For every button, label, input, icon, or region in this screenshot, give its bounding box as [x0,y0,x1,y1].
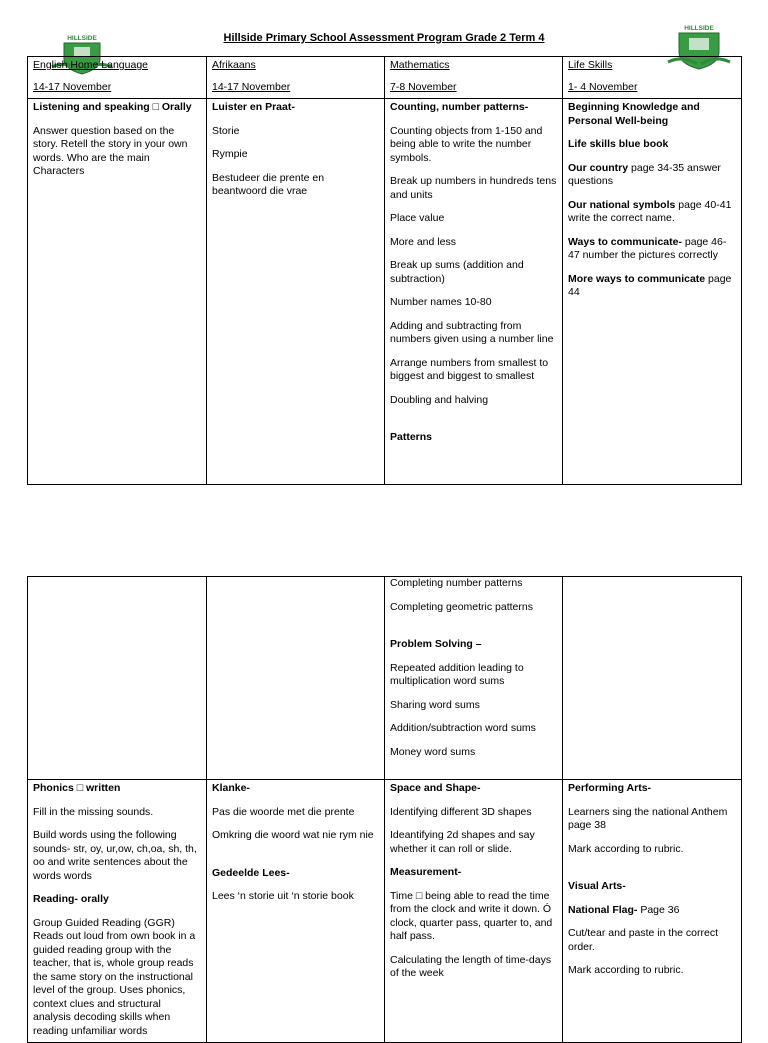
assessment-table-part-1 [27,56,742,485]
item-rest: page 44 [568,272,732,298]
logo-text-right: HILLSIDE [684,25,714,32]
list-item: Mark according to rubric. [568,964,684,976]
list-item: Place value [390,212,445,224]
list-item: Ideantifying 2d shapes and say whether it can roll or slide. [390,829,535,855]
list-item [568,199,736,226]
list-item: More and less [390,235,456,248]
list-item: Break up sums (addition and subtraction) [390,259,524,285]
list-item: Storie [212,124,240,137]
list-item: Adding and subtracting from numbers given using a number line [390,319,554,345]
afrikaans-luister-heading: Luister en Praat- [212,101,295,113]
afrikaans-reading-heading: Gedeelde Lees- [212,866,290,879]
list-item: Sharing word sums [390,698,480,711]
list-item: Time □ being able to read the time from the clock and write it down. Ó clock, quarter pass, quarter to, and half pass. [390,889,553,942]
lifeskills-empty-cell [563,577,742,780]
header-maths [385,57,563,99]
list-item: Doubling and halving [390,393,489,406]
english-reading-heading: Reading- orally [33,893,109,905]
dates-afrikaans: 14-17 November [212,80,291,93]
maths-patterns-heading: Patterns [390,431,433,443]
item-bold: Ways to communicate- [568,235,682,248]
list-item: Build words using the following sounds- str, oy, ur,ow, ch,oa, sh, th, oo and write sentences about the words words [33,829,197,882]
list-item: Identifying different 3D shapes [390,805,532,818]
list-item: Learners sing the national Anthem page 38 [568,805,728,831]
item-rest: page 46-47 number the pictures correctly [568,235,727,261]
list-item: Cut/tear and paste in the correct order. [568,927,718,953]
lifeskills-book: Life skills blue book [568,138,669,150]
list-item: Money word sums [390,745,476,758]
item-bold: More ways to communicate [568,272,706,285]
maths-problem-heading: Problem Solving – [390,638,482,650]
dates-maths: 7-8 November [390,80,457,93]
dates-english: 14-17 November [33,80,112,93]
item-bold: Our national symbols [568,198,676,211]
flag-rest: Page 36 [637,903,680,916]
afrikaans-reading-text: Lees ‘n storie uit ‘n storie book [212,890,354,902]
maths-counting-heading: Counting, number patterns- [390,101,529,113]
header-row [28,57,742,99]
lifeskills-knowledge-heading: Beginning Knowledge and Personal Well-being [568,101,700,127]
dates-lifeskills: 1- 4 November [568,80,638,93]
list-item: Bestudeer die prente en beantwoord die vrae [212,171,325,197]
lifeskills-arts-cell [563,780,742,1043]
maths-space-cell [385,780,563,1043]
english-empty-cell [28,577,207,780]
list-item: Repeated addition leading to multiplication word sums [390,661,524,687]
english-reading-text: Group Guided Reading (GGR) Reads out loud from own book in a guided reading group with the teacher, that is, whole group reads the same story on the instructional level of the group. Uses phonics, context clues and structural analysis decoding skills when reading unfamiliar words [33,916,196,1037]
subject-lifeskills: Life Skills [568,59,613,71]
list-item: Fill in the missing sounds. [33,805,154,818]
list-item: Break up numbers in hundreds tens and units [390,175,557,201]
logo-text-left: HILLSIDE [67,35,97,42]
english-phonics-cell [28,780,207,1043]
lifeskills-knowledge-cell [563,99,742,485]
header-afrikaans [207,57,385,99]
header-lifeskills [563,57,742,99]
maths-measurement-heading: Measurement- [390,866,462,878]
item-bold: Our country [568,161,629,174]
list-item: Arrange numbers from smallest to biggest and biggest to smallest [390,356,549,382]
afrikaans-empty-cell [207,577,385,780]
item-rest: page 40-41 write the correct name. [568,198,732,224]
list-item [568,236,736,263]
list-item: Addition/subtraction word sums [390,722,536,734]
list-item: Counting objects from 1-150 and being able to write the number symbols. [390,124,543,164]
list-item [568,904,736,918]
afrikaans-luister-cell [207,99,385,485]
list-item [568,273,736,300]
list-item: Mark according to rubric. [568,842,684,855]
subject-maths: Mathematics [390,59,450,71]
maths-counting-cell [385,99,563,485]
item-rest: page 34-35 answer questions [568,161,721,187]
document-title: Hillside Primary School Assessment Program Grade 2 Term 4 [223,32,545,44]
list-item: Completing geometric patterns [390,600,533,613]
maths-space-heading: Space and Shape- [390,782,481,794]
list-item: Pas die woorde met die prente [212,805,355,818]
header-english [28,57,207,99]
maths-patterns-cell [385,577,563,780]
english-listening-heading: Listening and speaking □ Orally [33,101,192,113]
continuation-row [28,577,742,780]
subject-english: English Home Language [33,59,148,71]
content-row-1 [28,99,742,485]
afrikaans-klanke-heading: Klanke- [212,782,250,794]
list-item: Completing number patterns [390,577,523,589]
afrikaans-klanke-cell [207,780,385,1043]
lifeskills-visual-heading: Visual Arts- [568,880,626,892]
assessment-table-part-2 [27,576,742,1043]
lifeskills-performing-heading: Performing Arts- [568,782,652,794]
list-item: Rympie [212,148,248,160]
content-row-3 [28,780,742,1043]
list-item: Calculating the length of time-days of the week [390,953,552,979]
list-item: Omkring die woord wat nie rym nie [212,829,374,841]
english-listening-cell [28,99,207,485]
flag-bold: National Flag- [568,903,638,916]
list-item: Number names 10-80 [390,296,492,308]
english-phonics-heading: Phonics □ written [33,782,121,794]
english-listening-text: Answer question based on the story. Retell the story in your own words. Who are the main Characters [33,124,188,177]
list-item [568,162,736,189]
subject-afrikaans: Afrikaans [212,59,256,71]
